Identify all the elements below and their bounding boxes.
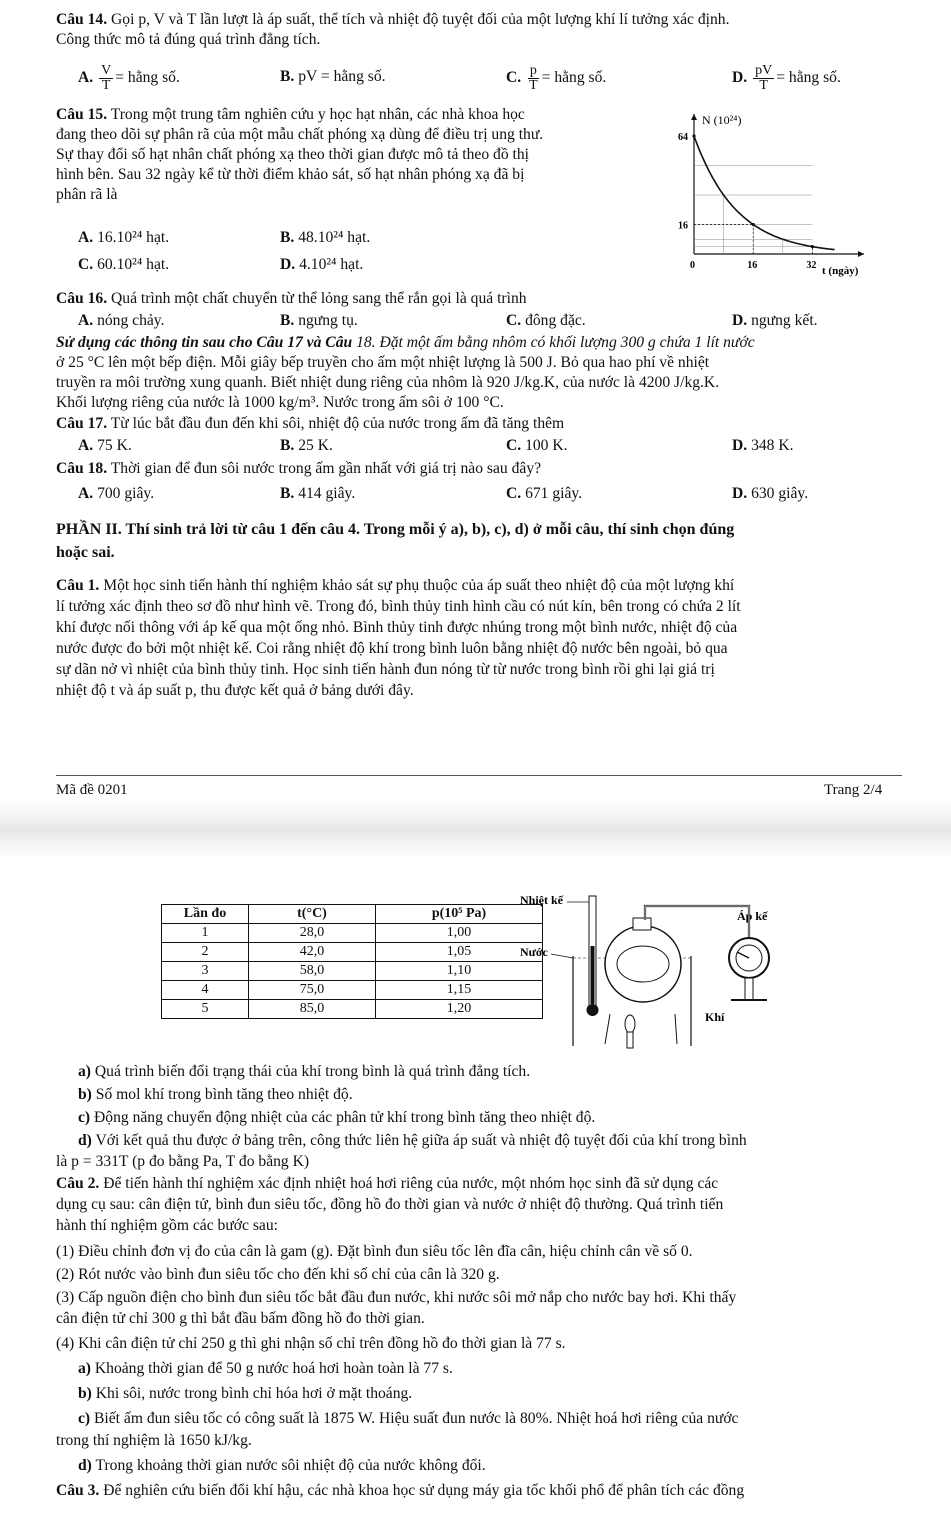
label-water: Nước	[520, 945, 548, 959]
c2-step-4: (4) Khi cân điện tử chỉ 250 g thì ghi nhận số chỉ trên đồng hồ đo thời gian là 77 s.	[56, 1335, 566, 1352]
page-break	[0, 800, 951, 860]
c2-item-d: d) Trong khoảng thời gian nước sôi nhiệt độ của nước không đổi.	[78, 1457, 486, 1474]
c1-line-4: nước được đo bởi một nhiệt kế. Coi rằng nhiệt độ khí trong bình luôn bằng nhiệt độ nước bên ngoài, bỏ qua	[56, 640, 728, 657]
q15-option-d: D. 4.10²⁴ hạt.	[280, 256, 364, 273]
c3-line-1: Câu 3. Để nghiên cứu biến đổi khí hậu, các nhà khoa học sử dụng máy gia tốc khối phổ để phân tích các đồng	[56, 1482, 745, 1499]
q15-line-4: hình bên. Sau 32 ngày kể từ thời điểm khảo sát, số hạt nhân phóng xạ đã bị	[56, 166, 525, 183]
table-cell: 42,0	[249, 943, 376, 962]
y-tick-label: 16	[678, 220, 688, 232]
table-row	[162, 943, 543, 962]
x-tick-label: 32	[806, 260, 817, 271]
footer-rule	[56, 775, 902, 776]
table-cell: 2	[162, 943, 249, 962]
table-cell: 28,0	[249, 924, 376, 943]
flask-stopper	[633, 918, 651, 930]
chart-ylabel: N (10²⁴)	[702, 113, 742, 127]
table-cell: 1,15	[376, 981, 543, 1000]
table-row	[162, 981, 543, 1000]
decay-chart	[664, 104, 884, 280]
c1-item-c: c) Động năng chuyển động nhiệt của các phân tử khí trong bình tăng theo nhiệt độ.	[78, 1109, 596, 1126]
table-cell: 85,0	[249, 1000, 376, 1019]
q15-line-3: Sự thay đổi số hạt nhân chất phóng xạ theo thời gian được mô tả theo đồ thị	[56, 146, 529, 163]
x-tick-label: 0	[690, 260, 695, 271]
x-axis-arrow	[858, 251, 864, 257]
table-cell: 1,05	[376, 943, 543, 962]
q17-option-d: D. 348 K.	[732, 437, 794, 454]
table-row	[162, 924, 543, 943]
q14-stem2: Công thức mô tả đúng quá trình đẳng tích.	[56, 31, 321, 48]
c1-item-d-1: d) Với kết quả thu được ở bảng trên, công thức liên hệ giữa áp suất và nhiệt độ tuyệt đối của khí trong bình	[78, 1132, 747, 1149]
intro-line-2: ở 25 °C lên một bếp điện. Mỗi giây bếp truyền cho ấm một nhiệt lượng là 500 J. Bỏ qua hao phí về nhiệt	[56, 354, 710, 371]
c1-item-a: a) Quá trình biến đổi trạng thái của khí trong bình là quá trình đẳng tích.	[78, 1063, 531, 1080]
q16-option-d: D. ngưng kết.	[732, 312, 818, 329]
q15-option-b: B. 48.10²⁴ hạt.	[280, 229, 371, 246]
footer-code: Mã đề 0201	[56, 782, 128, 798]
q15-option-a: A. 16.10²⁴ hạt.	[78, 229, 170, 246]
c1-item-d-2: là p = 331T (p đo bằng Pa, T đo bằng K)	[56, 1153, 310, 1170]
table-header: Lần đo	[162, 905, 249, 924]
table-cell: 58,0	[249, 962, 376, 981]
c1-line-1: Câu 1. Một học sinh tiến hành thí nghiệm khảo sát sự phụ thuộc của áp suất theo nhiệt độ của một lượng khí	[56, 577, 735, 594]
decay-curve	[694, 136, 835, 250]
intro-line-1: Sử dụng các thông tin sau cho Câu 17 và Câu 18. Đặt một ấm bằng nhôm có khối lượng 300 g chứa 1 lít nước	[56, 334, 755, 351]
table-cell: 1,10	[376, 962, 543, 981]
c2-line-1: Câu 2. Để tiến hành thí nghiệm xác định nhiệt hoá hơi riêng của nước, một nhóm học sinh đã sử dụng các	[56, 1175, 719, 1192]
intro-line-4: Khối lượng riêng của nước là 1000 kg/m³. Nước trong ấm sôi ở 100 °C.	[56, 394, 504, 411]
c2-step-1: (1) Điều chỉnh đơn vị đo của cân là gam (g). Đặt bình đun siêu tốc lên đĩa cân, hiệu chỉnh cân về số 0.	[56, 1243, 693, 1260]
x-tick-label: 16	[747, 260, 758, 271]
q16-stem: Câu 16. Quá trình một chất chuyển từ thể lỏng sang thể rắn gọi là quá trình	[56, 290, 527, 307]
data-point	[752, 223, 755, 226]
q18-stem: Câu 18. Thời gian để đun sôi nước trong ấm gần nhất với giá trị nào sau đây?	[56, 460, 542, 477]
q15-line-5: phân rã là	[56, 186, 118, 203]
q14-option-b: B. pV = hằng số.	[280, 68, 386, 85]
c2-item-c-1: c) Biết ấm đun siêu tốc có công suất là 1875 W. Hiệu suất đun nước là 80%. Nhiệt hoá hơi riêng của nước	[78, 1410, 739, 1427]
table-row	[162, 962, 543, 981]
table-cell: 3	[162, 962, 249, 981]
footer-page: Trang 2/4	[824, 782, 883, 798]
q14-option-d: D. $\frac{pV}{T}$ = hằng số.	[732, 63, 841, 93]
q17-option-a: A. 75 K.	[78, 437, 132, 454]
y-tick-label: 64	[678, 132, 688, 143]
q15-line-2: đang theo dõi sự phân rã của một mẫu chất phóng xạ dùng để điều trị ung thư.	[56, 126, 544, 143]
q18-option-c: C. 671 giây.	[506, 485, 583, 502]
c2-line-2: dụng cụ sau: cân điện tử, bình đun siêu tốc, đồng hồ đo thời gian và nước ở nhiệt độ thường. Quá trình tiến	[56, 1196, 724, 1213]
q15-option-c: C. 60.10²⁴ hạt.	[78, 256, 170, 273]
part2-title-1: PHẦN II. Thí sinh trả lời từ câu 1 đến câu 4. Trong mỗi ý a), b), c), d) ở mỗi câu, thí sinh chọn đúng	[56, 521, 735, 538]
table-cell: 4	[162, 981, 249, 1000]
c2-step-3b: cân điện tử chỉ 300 g thì bắt đầu bấm đồng hồ đo thời gian.	[56, 1310, 425, 1327]
label-gas: Khí	[705, 1010, 725, 1024]
c2-step-3a: (3) Cấp nguồn điện cho bình đun siêu tốc bắt đầu đun nước, khi nước sôi mở nắp cho nước bay hơi. Khi thấy	[56, 1289, 737, 1306]
q18-option-d: D. 630 giây.	[732, 485, 809, 502]
part2-title-2: hoặc sai.	[56, 544, 115, 561]
c1-item-b: b) Số mol khí trong bình tăng theo nhiệt độ.	[78, 1086, 353, 1103]
q18-option-b: B. 414 giây.	[280, 485, 356, 502]
c2-line-3: hành thí nghiệm gồm các bước sau:	[56, 1217, 278, 1234]
q14-option-a: A. $\frac{V}{T}$ = hằng số.	[78, 63, 180, 93]
data-point	[692, 134, 695, 137]
y-axis-arrow	[691, 114, 697, 120]
q16-option-c: C. đông đặc.	[506, 312, 586, 329]
apparatus-diagram	[505, 886, 795, 1056]
q17-option-c: C. 100 K.	[506, 437, 568, 454]
table-cell: 1,00	[376, 924, 543, 943]
data-point	[811, 245, 814, 248]
q15-line-1: Câu 15. Trong một trung tâm nghiên cứu y học hạt nhân, các nhà khoa học	[56, 106, 525, 123]
q16-option-a: A. nóng chảy.	[78, 312, 165, 329]
table-header: p(10⁵ Pa)	[376, 905, 543, 924]
c2-item-c-2: trong thí nghiệm là 1650 kJ/kg.	[56, 1432, 252, 1449]
table-cell: 5	[162, 1000, 249, 1019]
table-cell: 75,0	[249, 981, 376, 1000]
c2-step-2: (2) Rót nước vào bình đun siêu tốc cho đến khi số chỉ của cân là 320 g.	[56, 1266, 500, 1283]
q18-option-a: A. 700 giây.	[78, 485, 155, 502]
chart-xlabel: t (ngày)	[822, 265, 859, 277]
c2-item-b: b) Khi sôi, nước trong bình chỉ hóa hơi ở mặt thoáng.	[78, 1385, 413, 1402]
c1-table	[161, 904, 543, 1019]
table-cell: 1	[162, 924, 249, 943]
table-header-row	[162, 905, 543, 924]
q17-option-b: B. 25 K.	[280, 437, 333, 454]
burner-flame	[625, 1015, 635, 1033]
intro-line-3: truyền ra môi trường xung quanh. Biết nhiệt dung riêng của nhôm là 920 J/kg.K, của nước là 4200 J/kg.K.	[56, 374, 720, 391]
table-header: t(°C)	[249, 905, 376, 924]
c1-line-3: khí được nối thông với áp kế qua một ống nhỏ. Bình thủy tinh được nhúng trong một bình nước, nhiệt độ của	[56, 619, 738, 636]
glass-flask	[605, 926, 681, 1002]
table-row	[162, 1000, 543, 1019]
label-gauge: Áp kế	[737, 909, 768, 923]
c1-line-2: lí tưởng xác định theo sơ đồ như hình vẽ. Trong đó, bình thủy tinh hình cầu có nút kín, bên trong có chứa 2 lít	[56, 598, 741, 615]
c1-line-5: sự dãn nở vì nhiệt của bình thủy tinh. Học sinh tiến hành đun nóng từ từ nước trong bình rồi ghi lại giá trị	[56, 661, 715, 678]
q17-stem: Câu 17. Từ lúc bắt đầu đun đến khi sôi, nhiệt độ của nước trong ấm đã tăng thêm	[56, 415, 565, 432]
q14-option-c: C. $\frac{p}{T}$ = hằng số.	[506, 63, 607, 93]
label-thermometer: Nhiệt kế	[520, 893, 563, 907]
q16-option-b: B. ngưng tụ.	[280, 312, 358, 329]
q14-stem: Câu 14. Gọi p, V và T lần lượt là áp suất, thể tích và nhiệt độ tuyệt đối của một lượng khí lí tưởng xác định.	[56, 11, 730, 28]
table-cell: 1,20	[376, 1000, 543, 1019]
c1-line-6: nhiệt độ t và áp suất p, thu được kết quả ở bảng dưới đây.	[56, 682, 414, 699]
c2-item-a: a) Khoảng thời gian để 50 g nước hoá hơi hoàn toàn là 77 s.	[78, 1360, 453, 1377]
